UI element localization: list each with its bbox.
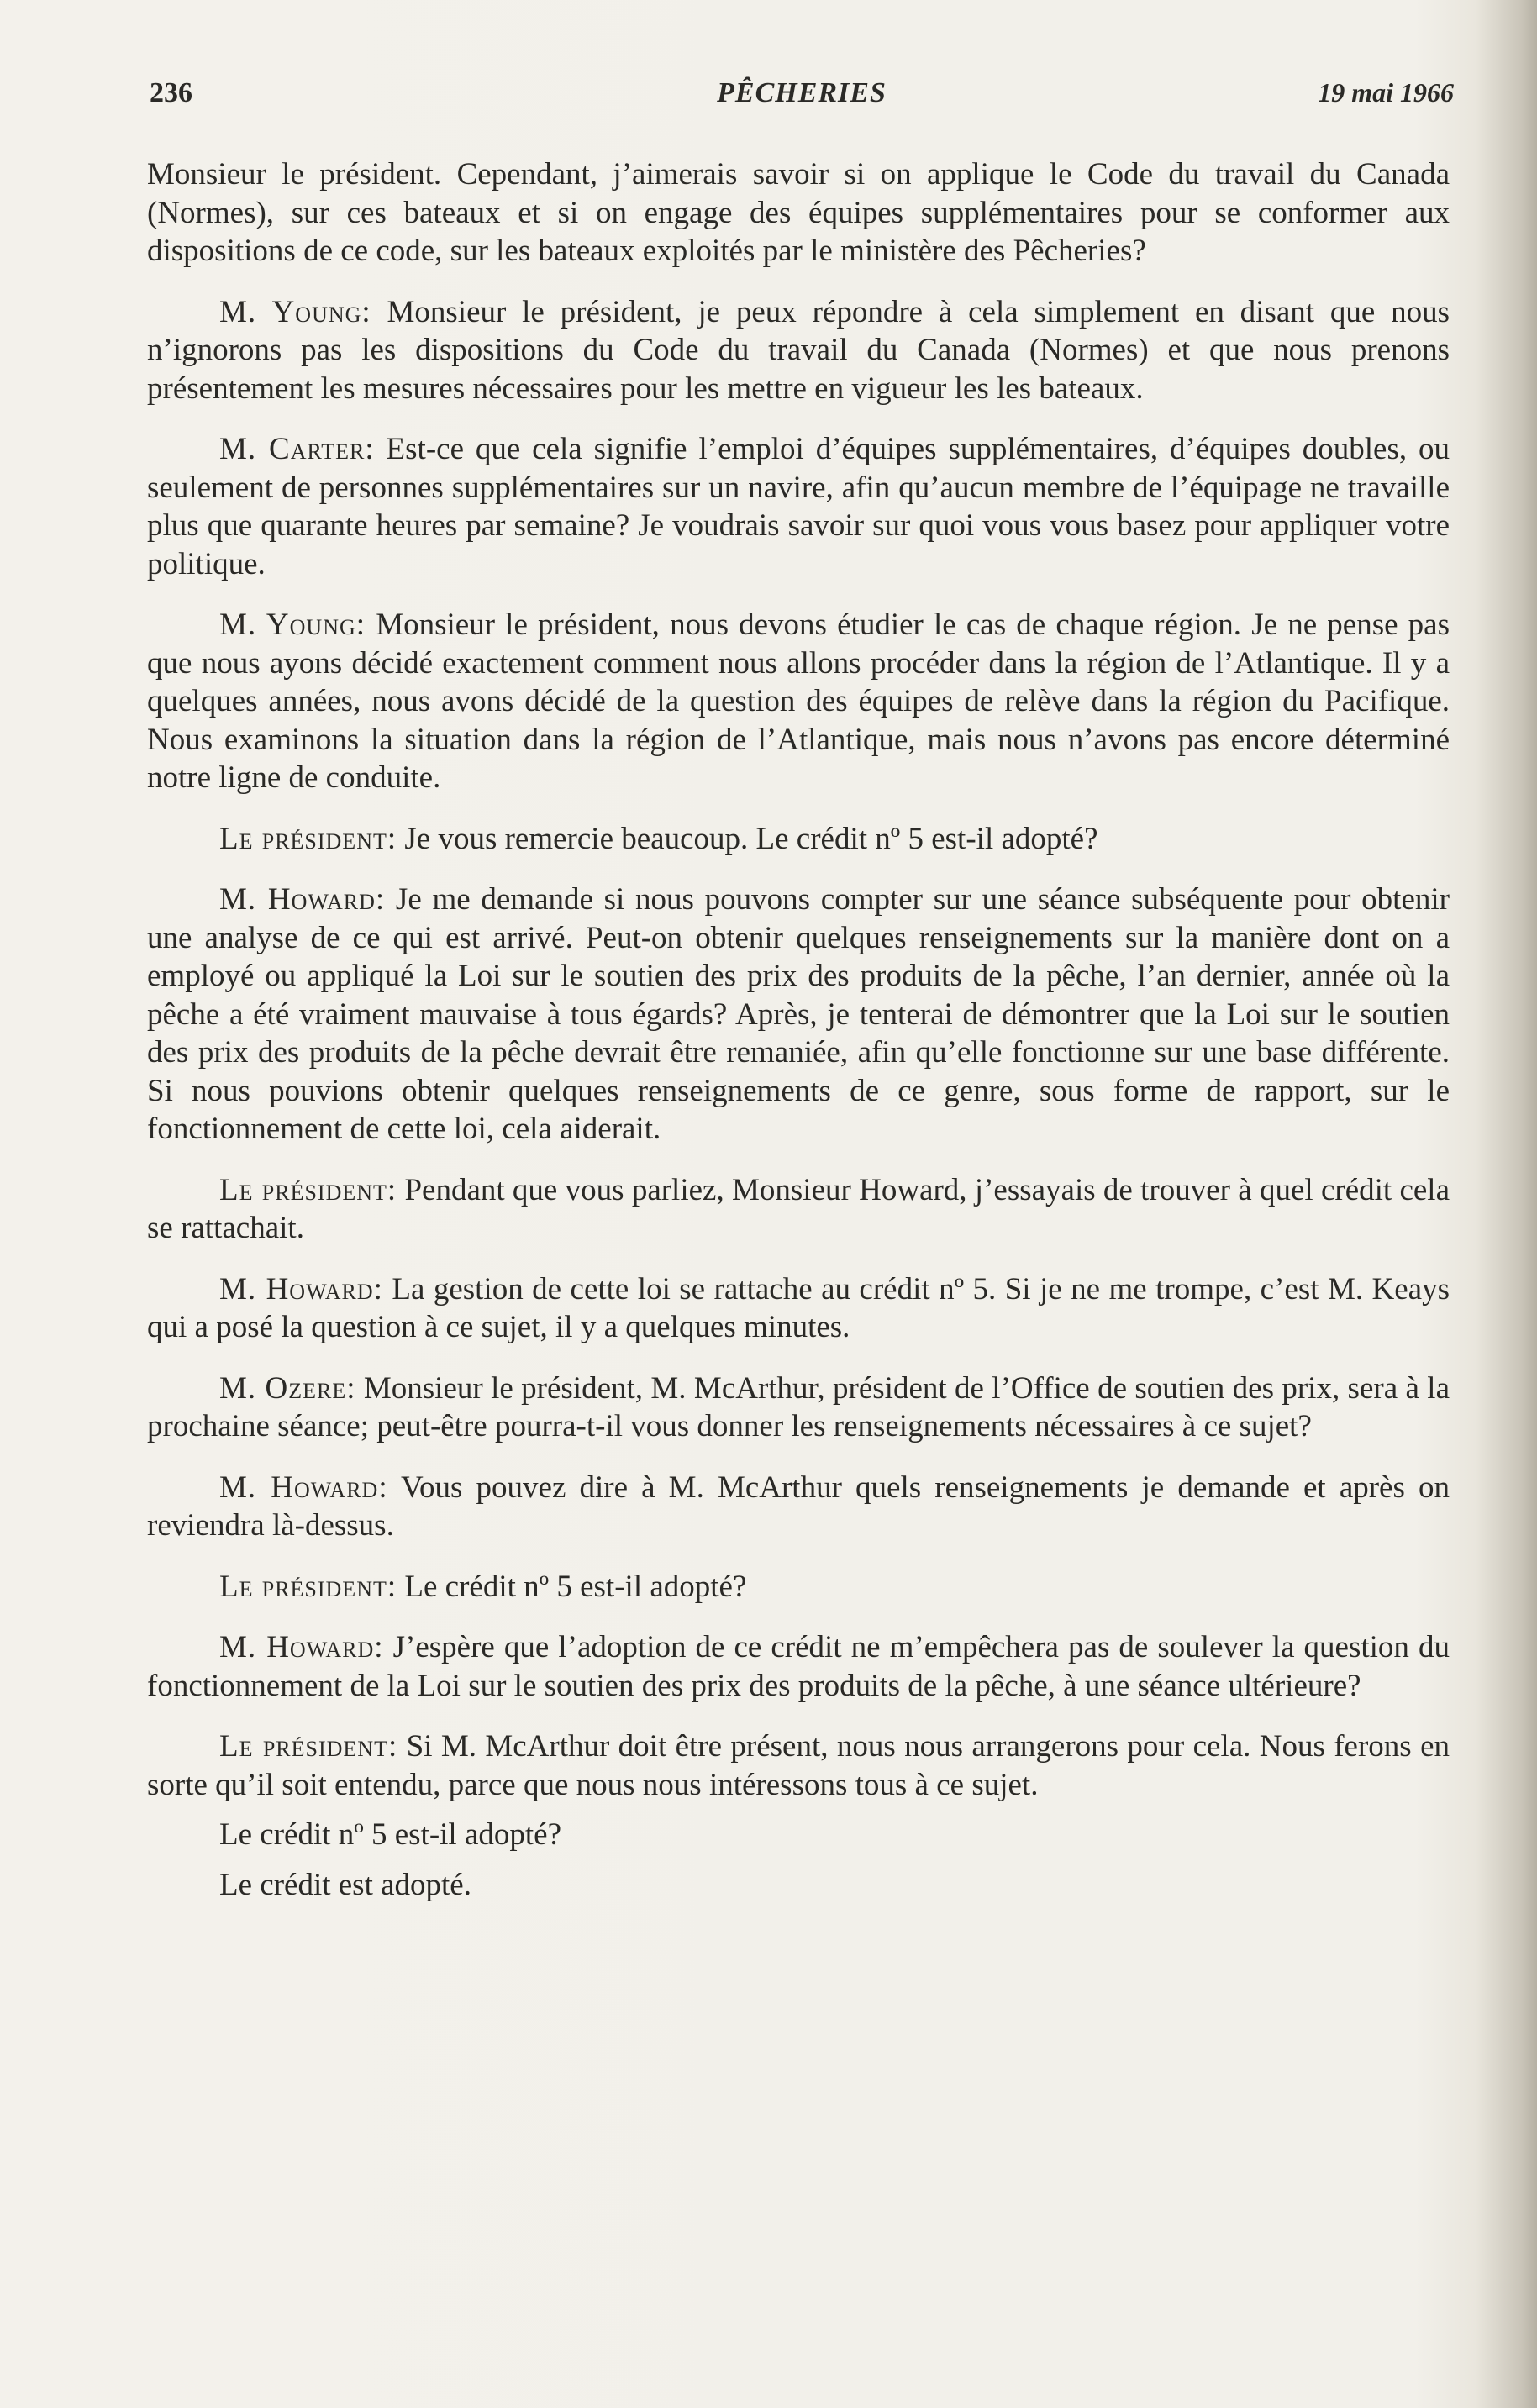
paragraph: M. Howard: Je me demande si nous pouvons compter sur une séance subséquente pour obtenir une analyse de ce qui est arrivé. Peut-on obtenir quelques renseignements sur la manière dont on a employé ou appliqué la Loi sur le soutien des prix des produits de la pêche, l’an dernier, année où la pêche a été vraiment mauvaise à tous égards? Après, je tenterai de démontrer que la Loi sur le soutien des prix des produits de la pêche devrait être remaniée, afin qu’elle fonctionne sur une base différente. Si nous pouvions obtenir quelques renseignements de ce genre, sous forme de rapport, sur le fonctionnement de cette loi, cela aiderait. xyxy=(147,882,1450,1146)
speaker: Le président: xyxy=(219,1729,398,1764)
running-date: 19 mai 1966 xyxy=(1318,77,1454,108)
body-text xyxy=(147,155,1450,1916)
running-head xyxy=(150,77,1454,118)
speaker: M. Carter: xyxy=(219,432,375,466)
paragraph: M. Carter: Est-ce que cela signifie l’emploi d’équipes supplémentaires, d’équipes doubles, ou seulement de personnes supplémentaires sur un navire, afin qu’aucun membre de l’équipage ne travaille plus que quarante heures par semaine? Je voudrais savoir sur quoi vous vous basez pour appliquer votre politique. xyxy=(147,432,1450,581)
speaker: M. Young: xyxy=(219,607,366,642)
speaker: Le président: xyxy=(219,821,397,856)
paragraph: M. Ozere: Monsieur le président, M. McArthur, président de l’Office de soutien des prix, sera à la prochaine séance; peut-être pourra-t-il vous donner les renseignements nécessaires à ce sujet? xyxy=(147,1370,1450,1443)
speaker: M. Young: xyxy=(219,294,371,329)
paragraph: M. Howard: La gestion de cette loi se rattache au crédit nº 5. Si je ne me trompe, c’est M. Keays qui a posé la question à ce sujet, il y a quelques minutes. xyxy=(147,1271,1450,1344)
paragraph: M. Howard: Vous pouvez dire à M. McArthur quels renseignements je demande et après on reviendra là-dessus. xyxy=(147,1470,1450,1543)
speaker: M. Howard: xyxy=(219,882,386,917)
paragraph: Le crédit est adopté. xyxy=(219,1867,471,1902)
paragraph: Le président: Si M. McArthur doit être présent, nous nous arrangerons pour cela. Nous ferons en sorte qu’il soit entendu, parce que nous nous intéressons tous à ce sujet. xyxy=(147,1729,1450,1802)
paragraph: Le président: Pendant que vous parliez, Monsieur Howard, j’essayais de trouver à quel crédit cela se rattachait. xyxy=(147,1172,1450,1245)
paragraph: Le crédit nº 5 est-il adopté? xyxy=(219,1817,561,1852)
speaker: Le président: xyxy=(219,1569,397,1604)
running-title: PÊCHERIES xyxy=(717,77,887,108)
speaker: M. Howard: xyxy=(219,1470,388,1505)
paragraph: Le président: Je vous remercie beaucoup. Le crédit nº 5 est-il adopté? xyxy=(219,821,1098,856)
speaker: Le président: xyxy=(219,1172,397,1207)
paragraph: M. Young: Monsieur le président, je peux répondre à cela simplement en disant que nous n’ignorons pas les dispositions du Code du travail du Canada (Normes) et que nous prenons présentement les mesures nécessaires pour les mettre en vigueur les les bateaux. xyxy=(147,294,1450,406)
paragraph: Monsieur le président. Cependant, j’aimerais savoir si on applique le Code du travail du Canada (Normes), sur ces bateaux et si on engage des équipes supplémentaires pour se conformer aux dispositions de ce code, sur les bateaux exploités par le ministère des Pêcheries? xyxy=(147,157,1450,268)
speaker: M. Ozere: xyxy=(219,1370,356,1406)
paragraph: M. Young: Monsieur le président, nous devons étudier le cas de chaque région. Je ne pense pas que nous ayons décidé exactement comment nous allons procéder dans la région de l’Atlantique. Il y a quelques années, nous avons décidé de la question des équipes de relève dans la région du Pacifique. Nous examinons la situation dans la région de l’Atlantique, mais nous n’avons pas encore déterminé notre ligne de conduite. xyxy=(147,607,1450,795)
page-number: 236 xyxy=(150,77,192,108)
paragraph: Le président: Le crédit nº 5 est-il adopté? xyxy=(219,1569,747,1604)
paragraph: M. Howard: J’espère que l’adoption de ce crédit ne m’empêchera pas de soulever la question du fonctionnement de la Loi sur le soutien des prix des produits de la pêche, à une séance ultérieure? xyxy=(147,1630,1450,1703)
speaker: M. Howard: xyxy=(219,1630,384,1664)
speaker: M. Howard: xyxy=(219,1271,383,1307)
